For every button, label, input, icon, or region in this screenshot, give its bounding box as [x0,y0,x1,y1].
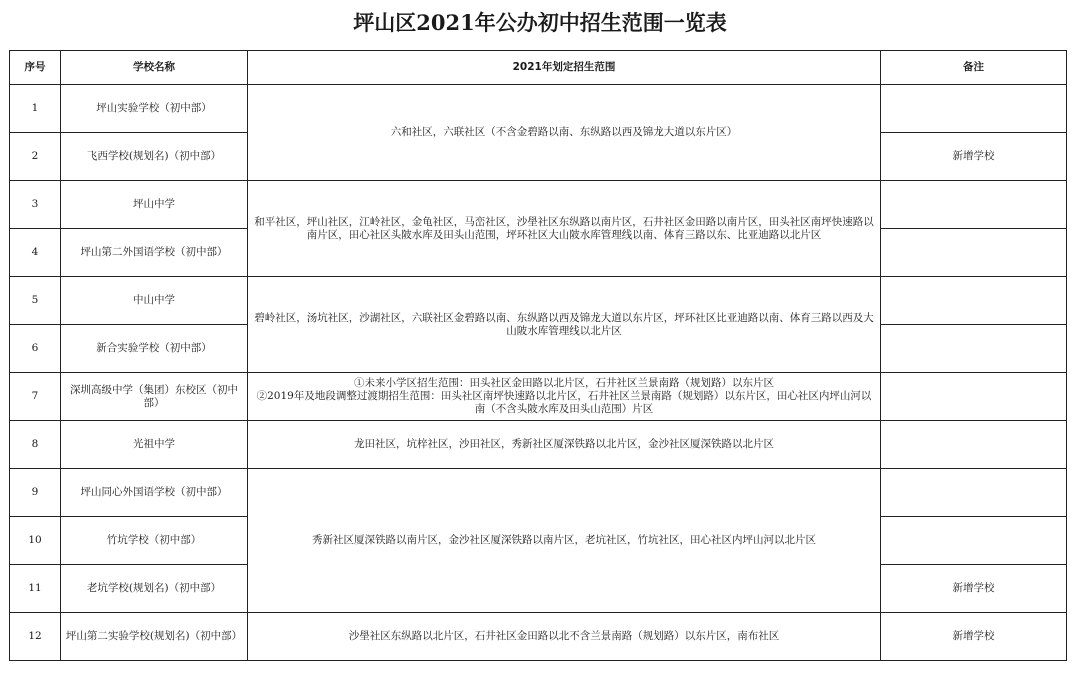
row-no: 4 [10,229,61,277]
row-remark [881,517,1067,565]
row-no: 2 [10,133,61,181]
row-remark [881,373,1067,421]
table-row [10,373,1067,421]
row-no: 11 [10,565,61,613]
row-range: 和平社区，坪山社区，江岭社区，金龟社区，马峦社区，沙壆社区东纵路以南片区，石井社区金田路以南片区，田头社区南坪快速路以南片区，田心社区头陂水库及田头山范围，坪环社区大山陂水库管理线以南、体育三路以东、比亚迪路以北片区 [248,181,881,277]
table-row [10,613,1067,661]
range-line-2: ②2019年及地段调整过渡期招生范围：田头社区南坪快速路以北片区，石井社区兰景南路（规划路）以东片区，田心社区内坪山河以南（不含头陂水库及田头山范围）片区 [256,390,872,415]
row-school: 坪山中学 [61,181,248,229]
header-school: 学校名称 [61,51,248,85]
row-school: 坪山第二外国语学校（初中部） [61,229,248,277]
row-remark [881,325,1067,373]
row-no: 1 [10,85,61,133]
table-row [10,277,1067,325]
row-school: 光祖中学 [61,421,248,469]
row-remark [881,277,1067,325]
table-row [10,85,1067,133]
row-range: 秀新社区厦深铁路以南片区，金沙社区厦深铁路以南片区，老坑社区，竹坑社区，田心社区内坪山河以北片区 [248,469,881,613]
row-no: 8 [10,421,61,469]
row-no: 5 [10,277,61,325]
row-remark [881,181,1067,229]
row-school: 坪山同心外国语学校（初中部） [61,469,248,517]
table-row [10,421,1067,469]
row-school: 深圳高级中学（集团）东校区（初中部） [61,373,248,421]
row-no: 3 [10,181,61,229]
row-range: 龙田社区，坑梓社区，沙田社区，秀新社区厦深铁路以北片区，金沙社区厦深铁路以北片区 [248,421,881,469]
row-school: 中山中学 [61,277,248,325]
row-school: 老坑学校(规划名)（初中部） [61,565,248,613]
row-no: 6 [10,325,61,373]
row-remark [881,229,1067,277]
row-remark: 新增学校 [881,133,1067,181]
row-school: 飞西学校(规划名)（初中部） [61,133,248,181]
row-school: 坪山实验学校（初中部） [61,85,248,133]
header-remark: 备注 [881,51,1067,85]
row-range: 碧岭社区，汤坑社区，沙湖社区，六联社区金碧路以南、东纵路以西及锦龙大道以东片区，坪环社区比亚迪路以南、体育三路以西及大山陂水库管理线以北片区 [248,277,881,373]
enrollment-table [9,50,1067,661]
table-header-row [10,51,1067,85]
row-no: 10 [10,517,61,565]
row-school: 坪山第二实验学校(规划名)（初中部） [61,613,248,661]
row-school: 竹坑学校（初中部） [61,517,248,565]
row-no: 7 [10,373,61,421]
row-range: 六和社区，六联社区（不含金碧路以南、东纵路以西及锦龙大道以东片区） [248,85,881,181]
row-remark [881,85,1067,133]
row-range [248,373,881,421]
row-remark [881,421,1067,469]
row-remark [881,469,1067,517]
row-remark: 新增学校 [881,613,1067,661]
row-no: 12 [10,613,61,661]
row-no: 9 [10,469,61,517]
row-range: 沙壆社区东纵路以北片区，石井社区金田路以北不含兰景南路（规划路）以东片区，南布社区 [248,613,881,661]
range-line-1: ①未来小学区招生范围：田头社区金田路以北片区，石井社区兰景南路（规划路）以东片区 [354,377,774,389]
table-row [10,181,1067,229]
table-row [10,469,1067,517]
row-school: 新合实验学校（初中部） [61,325,248,373]
header-no: 序号 [10,51,61,85]
header-range: 2021年划定招生范围 [248,51,881,85]
row-remark: 新增学校 [881,565,1067,613]
page-title: 坪山区2021年公办初中招生范围一览表 [353,10,727,35]
